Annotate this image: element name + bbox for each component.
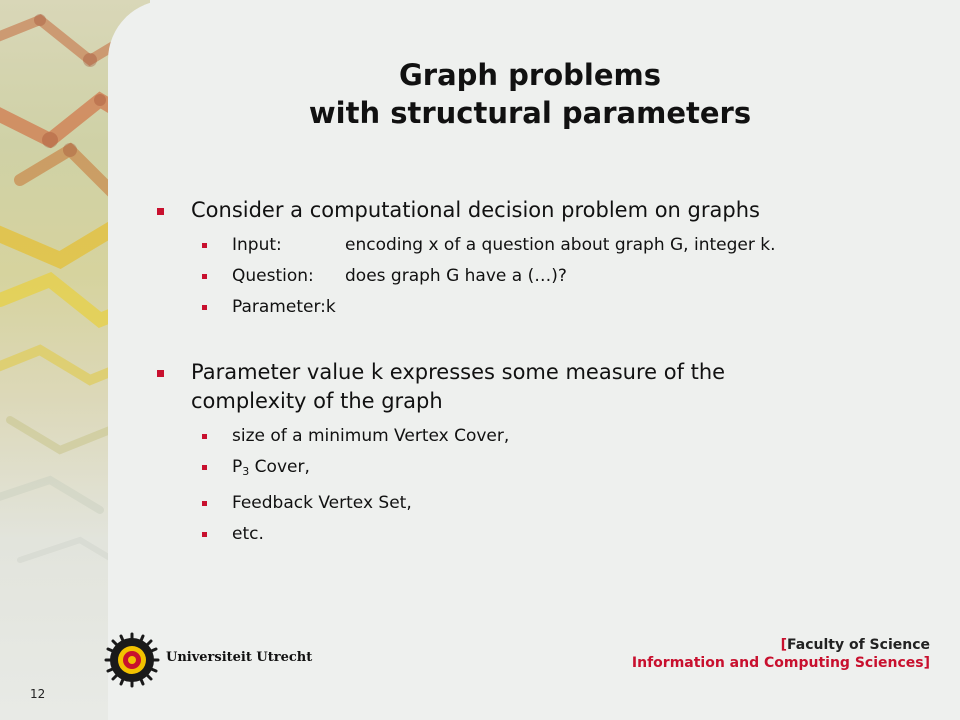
bullet-text: Consider a computational decision problem on graphs [191, 198, 760, 222]
sub-bullet-text: does graph G have a (…)? [345, 266, 567, 286]
faculty-name: Faculty of Science [787, 637, 930, 653]
faculty-label [632, 636, 930, 672]
university-seal-icon [104, 632, 160, 688]
bullet-square-icon [157, 208, 164, 215]
sub-bullet-item [155, 523, 915, 545]
sub-bullet-square-icon [202, 305, 207, 310]
sub-bullet-text: k [325, 297, 336, 317]
title-line-1: Graph problems [398, 58, 661, 92]
sub-bullet-item [155, 234, 915, 256]
sub-bullet-item [155, 296, 915, 318]
sub-bullet-item [155, 456, 915, 483]
university-logo [104, 632, 313, 692]
sub-bullet-item [155, 425, 915, 447]
sub-bullet-text: encoding x of a question about graph G, integer k. [345, 235, 776, 255]
university-name: Universiteit Utrecht [166, 650, 313, 665]
sub-bullet-text: Feedback Vertex Set, [232, 493, 412, 513]
department-name: Information and Computing Sciences [631, 655, 924, 671]
sub-bullet-square-icon [202, 434, 207, 439]
slide-title [150, 56, 910, 132]
sub-bullet-item [155, 265, 915, 287]
sub-bullet-term: Parameter: [232, 297, 326, 317]
bullet-text-line-2: complexity of the graph [191, 389, 443, 413]
sub-bullet-square-icon [202, 501, 207, 506]
sub-bullet-square-icon [202, 274, 207, 279]
bullet-square-icon [157, 370, 164, 377]
page-number: 12 [30, 687, 46, 701]
sub-bullet-term: Question: [232, 266, 314, 286]
sub-bullet-subscript: 3 [242, 465, 250, 478]
sub-bullet-text: size of a minimum Vertex Cover, [232, 426, 510, 446]
faculty-open-bracket: [ [780, 637, 788, 653]
sub-bullet-square-icon [202, 465, 207, 470]
sub-bullet-item [155, 492, 915, 514]
bullet-item [155, 358, 915, 416]
sub-bullet-text: etc. [232, 524, 264, 544]
sub-bullet-square-icon [202, 243, 207, 248]
faculty-close-bracket: ] [923, 655, 930, 671]
sub-bullet-square-icon [202, 532, 207, 537]
sub-bullet-suffix: Cover, [249, 457, 310, 477]
bullet-item [155, 196, 915, 225]
bullet-list [155, 196, 915, 545]
sub-bullet-prefix: P [232, 457, 243, 477]
title-line-2: with structural parameters [308, 96, 752, 130]
bullet-text-line-1: Parameter value k expresses some measure of the [191, 360, 726, 384]
sub-bullet-term: Input: [232, 235, 282, 255]
